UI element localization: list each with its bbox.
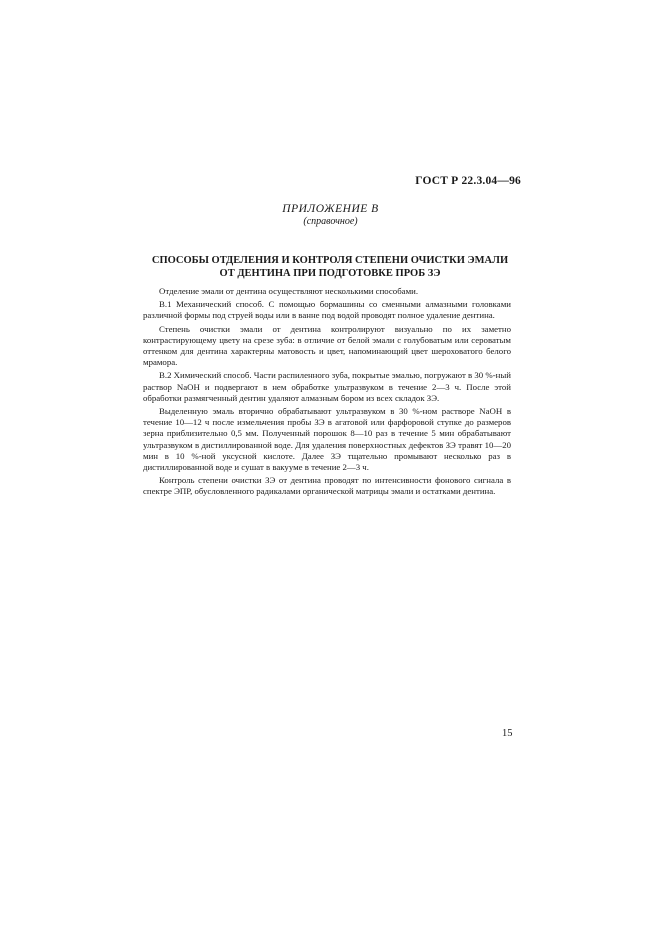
page-number: 15 — [502, 728, 513, 739]
paragraph-secondary-treatment: Выделенную эмаль вторично обрабатывают ультразвуком в 30 %-ном растворе NaOH в течение 10—12 ч после измельчения пробы ЗЭ в агатовой или фарфоровой ступке до размеров зерна приблизительно 0,5 мм. Полученный порошок 8—10 раз в течение 5 мин обрабатывают ультразвуком в дистиллированной воде. Для удаления поверхностных дефектов ЗЭ травят 10—20 мин в 10 %-ной уксусной кислоте. Далее ЗЭ тщательно промывают несколько раз в дистиллированной воде и сушат в вакууме в течение 2—3 ч. — [143, 406, 511, 473]
paragraph-chemical-method: В.2 Химический способ. Части распиленного зуба, покрытые эмалью, погружают в 30 %-ный раствор NaOH и подвергают в нем обработке ультразвуком в течение 2—3 ч. После этой обработки размягченный дентин удаляют алмазным бором из всех складок ЗЭ. — [143, 370, 511, 403]
paragraph-epr-control: Контроль степени очистки ЗЭ от дентина проводят по интенсивности фонового сигнала в спектре ЭПР, обусловленного радикалами органической матрицы эмали и остатками дентина. — [143, 475, 511, 497]
body-text — [143, 286, 511, 500]
appendix-header — [0, 203, 661, 227]
standard-code: ГОСТ Р 22.3.04—96 — [415, 175, 521, 187]
paragraph-intro: Отделение эмали от дентина осуществляют несколькими способами. — [159, 286, 419, 296]
section-heading-line-2: ОТ ДЕНТИНА ПРИ ПОДГОТОВКЕ ПРОБ ЗЭ — [219, 268, 441, 279]
section-heading — [130, 254, 530, 280]
appendix-subtitle: (справочное) — [303, 216, 358, 227]
section-heading-line-1: СПОСОБЫ ОТДЕЛЕНИЯ И КОНТРОЛЯ СТЕПЕНИ ОЧИСТКИ ЭМАЛИ — [151, 255, 509, 266]
paragraph-visual-control: Степень очистки эмали от дентина контролируют визуально по их заметно контрастирующему цвету на срезе зуба: в отличие от белой эмали с голубоватым или сероватым оттенком для дентина характерны матовость и цвет, напоминающий цвет шероховатого белого мрамора. — [143, 323, 511, 368]
paragraph-mechanical-method: В.1 Механический способ. С помощью бормашины со сменными алмазными головками различной формы под струей воды или в ванне под водой проводят полное удаление дентина. — [143, 299, 511, 321]
appendix-title: ПРИЛОЖЕНИЕ В — [282, 203, 379, 215]
